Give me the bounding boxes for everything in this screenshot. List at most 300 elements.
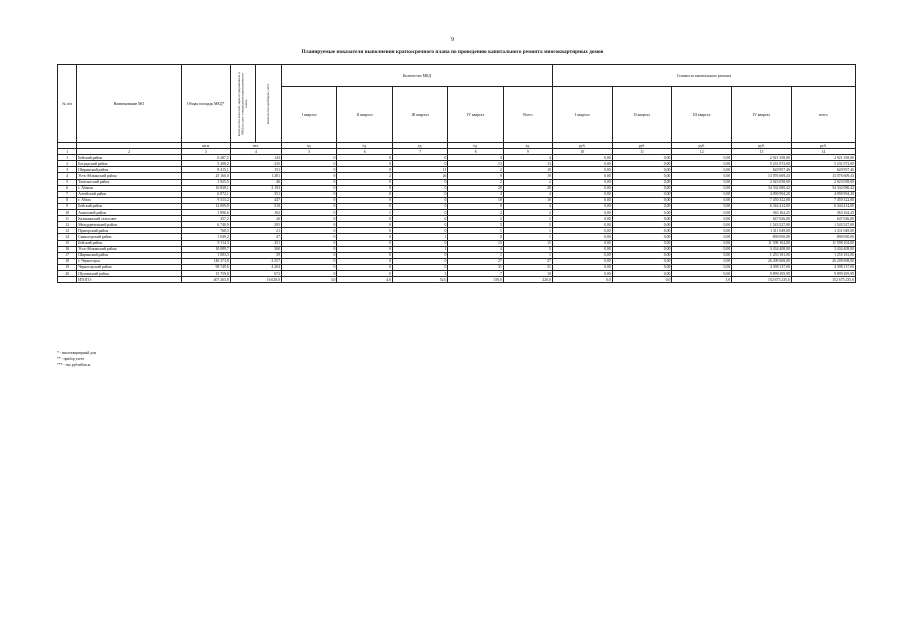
table-cell: 6 287,5: [181, 155, 230, 161]
table-cell: 0: [392, 155, 447, 161]
table-cell: 1: [392, 246, 447, 252]
table-cell: 0,00: [612, 179, 672, 185]
table-cell: 14: [791, 149, 855, 155]
table-cell: 0,00: [612, 270, 672, 276]
table-cell: 11 598 104,00: [791, 240, 855, 246]
table-cell: 0: [392, 240, 447, 246]
table-cell: 1: [448, 216, 503, 222]
table-cell: 647 026,00: [732, 216, 792, 222]
table-cell: 5 231 072,00: [791, 161, 855, 167]
table-cell: 1: [503, 228, 552, 234]
table-cell: 0,00: [612, 210, 672, 216]
table-cell: 0: [337, 167, 392, 173]
table-cell: Калининский сельсовет: [77, 216, 182, 222]
table-cell: 0,00: [552, 210, 612, 216]
table-cell: 0: [337, 216, 392, 222]
table-cell: 9 899 295,99: [732, 270, 792, 276]
table-cell: 0: [448, 234, 503, 240]
table-cell: 9 114,3: [181, 240, 230, 246]
table-cell: 0,00: [672, 258, 732, 264]
table-cell: 16 828,1: [181, 185, 230, 191]
table-cell: 0: [281, 185, 336, 191]
table-cell: 0: [392, 264, 447, 270]
table-cell: Усть-Абаканский район: [77, 246, 182, 252]
table-cell: 28: [503, 185, 552, 191]
table-cell: 52,0: [392, 277, 447, 283]
table-cell: 0,00: [612, 216, 672, 222]
table-cell: 0,00: [612, 155, 672, 161]
table-cell: 0,00: [552, 264, 612, 270]
table-cell: 620 957,46: [791, 167, 855, 173]
table-cell: [58, 277, 77, 283]
table-cell: 39: [230, 252, 281, 258]
table-cell: 5: [503, 246, 552, 252]
header-group-mkd: Количество МКД: [281, 65, 552, 87]
table-cell: 34 332 080,42: [791, 185, 855, 191]
table-cell: 0: [281, 252, 336, 258]
table-cell: 0,00: [672, 161, 732, 167]
table-cell: 46: [230, 179, 281, 185]
page-number: 9: [451, 37, 454, 43]
table-cell: 5 208,2: [181, 161, 230, 167]
table-cell: 10: [448, 197, 503, 203]
table-cell: Черногорский район: [77, 264, 182, 270]
table-cell: 3 434 408,00: [732, 246, 792, 252]
table-cell: 620 957,46: [732, 167, 792, 173]
table-cell: 0,0: [612, 277, 672, 283]
table-cell: 0: [281, 264, 336, 270]
table-cell: 47: [230, 234, 281, 240]
table-cell: 1 896,6: [181, 210, 230, 216]
table-cell: 0,00: [552, 234, 612, 240]
header-group-cost: Стоимость капитального ремонта: [552, 65, 855, 87]
table-cell: 146 373,8: [181, 258, 230, 264]
table-cell: 0: [392, 210, 447, 216]
table-cell: 0,00: [552, 252, 612, 258]
table-cell: 13: [732, 149, 792, 155]
table-cell: 2: [448, 210, 503, 216]
table-cell: 4 398 137,00: [791, 264, 855, 270]
table-cell: 0,00: [672, 252, 732, 258]
table-cell: 0,00: [672, 222, 732, 228]
table-cell: 10: [503, 167, 552, 173]
table-cell: 1: [448, 252, 503, 258]
table-cell: 13: [448, 161, 503, 167]
table-cell: 0,00: [612, 185, 672, 191]
table-cell: 20: [58, 270, 77, 276]
table-cell: ед.: [448, 143, 503, 149]
table-cell: 0,00: [672, 173, 732, 179]
table-cell: ед.: [392, 143, 447, 149]
table-cell: 4: [503, 191, 552, 197]
table-cell: 0,00: [612, 246, 672, 252]
table-cell: 1: [392, 234, 447, 240]
table-cell: 0,00: [552, 161, 612, 167]
table-cell: 1,0: [672, 277, 732, 283]
table-cell: 12: [672, 149, 732, 155]
table-cell: 0,00: [612, 173, 672, 179]
table-cell: 18: [58, 258, 77, 264]
table-cell: 26 209 608,00: [791, 258, 855, 264]
table-cell: 26 209 608,00: [732, 258, 792, 264]
table-cell: 1: [337, 210, 392, 216]
table-cell: 4: [503, 155, 552, 161]
table-cell: 0,00: [672, 246, 732, 252]
table-cell: 0: [337, 240, 392, 246]
table-cell: 0,00: [612, 167, 672, 173]
header-area: Общая площадь МКД*: [181, 65, 230, 143]
table-cell: Ширинский район: [77, 167, 182, 173]
table-cell: 1 083,3: [181, 252, 230, 258]
table-cell: 2: [448, 179, 503, 185]
table-cell: 1: [58, 155, 77, 161]
table-cell: 27: [448, 258, 503, 264]
table-cell: 5: [58, 179, 77, 185]
table-cell: 151: [230, 167, 281, 173]
table-cell: 0: [337, 270, 392, 276]
table-cell: 12: [58, 222, 77, 228]
table-cell: 0,0: [552, 277, 612, 283]
table-cell: 0,00: [612, 240, 672, 246]
table-cell: 357,2: [181, 216, 230, 222]
table-cell: Междуреченский район: [77, 222, 182, 228]
table-cell: чел.: [230, 143, 281, 149]
table-cell: 8 415,1: [181, 167, 230, 173]
table-cell: 0: [281, 270, 336, 276]
table-cell: 6 344 414,00: [791, 203, 855, 209]
table-cell: 0: [281, 161, 336, 167]
table-cell: 5: [281, 149, 336, 155]
table-cell: 0,00: [552, 179, 612, 185]
footnote: *** - тыс.рублей/кв.м.: [57, 363, 91, 367]
table-cell: 0: [392, 179, 447, 185]
table-cell: 0: [337, 222, 392, 228]
table-cell: 4: [58, 173, 77, 179]
table-cell: 0,00: [552, 155, 612, 161]
table-cell: 15 759,8: [181, 270, 230, 276]
table-cell: 11: [392, 167, 447, 173]
table-cell: 9: [58, 203, 77, 209]
table-cell: руб.: [552, 143, 612, 149]
table-cell: 0: [337, 203, 392, 209]
table-cell: 3 434 408,00: [791, 246, 855, 252]
table-cell: 7 450 322,80: [732, 197, 792, 203]
table-cell: 0,00: [672, 228, 732, 234]
table-cell: 10: [503, 197, 552, 203]
table-cell: 14: [58, 234, 77, 240]
table-cell: 0,00: [612, 234, 672, 240]
table-cell: 16 028,0: [230, 277, 281, 283]
table-cell: 0,00: [552, 240, 612, 246]
table-cell: 9: [503, 149, 552, 155]
table-cell: 19: [503, 173, 552, 179]
table-cell: 0,00: [612, 264, 672, 270]
table-cell: ИТОГО:: [77, 277, 182, 283]
table-cell: 152 675 235,6: [791, 277, 855, 283]
table-cell: 9 313,2: [181, 197, 230, 203]
header-name: Наименование МО: [77, 65, 182, 143]
table-cell: 220,0: [503, 277, 552, 283]
header-residents-text: Количество жителей, зарегистрированных в МКД на дату утверждения краткосрочного плана: [236, 71, 248, 136]
table-cell: 1: [503, 216, 552, 222]
table-cell: 0,00: [552, 228, 612, 234]
table-cell: Аскизский район: [77, 210, 182, 216]
table-cell: 4 398 137,00: [732, 264, 792, 270]
table-cell: 768,5: [181, 228, 230, 234]
table-cell: 0,00: [672, 234, 732, 240]
table-cell: 0: [281, 203, 336, 209]
table-cell: 4: [230, 149, 281, 155]
table-cell: 17: [58, 252, 77, 258]
table-cell: Алтайский район: [77, 191, 182, 197]
table-cell: 0: [392, 191, 447, 197]
table-cell: 0: [281, 179, 336, 185]
table-cell: 0,00: [552, 173, 612, 179]
table-cell: 235: [230, 161, 281, 167]
header-cost-q3: III квартал: [672, 87, 732, 143]
table-cell: 890 050,00: [791, 234, 855, 240]
table-cell: 34 332 080,42: [732, 185, 792, 191]
table-cell: 4: [448, 191, 503, 197]
table-cell: 13: [503, 161, 552, 167]
table-cell: 1 255 181,00: [732, 252, 792, 258]
table-cell: Боградский район: [77, 161, 182, 167]
table-cell: 7: [58, 191, 77, 197]
header-row-groups: [58, 65, 856, 87]
table-cell: 7 450 322,80: [791, 197, 855, 203]
table-cell: 0,00: [672, 197, 732, 203]
table-cell: 0: [392, 216, 447, 222]
table-cell: Бейский район: [77, 155, 182, 161]
table-cell: 0: [392, 185, 447, 191]
table-cell: 98 749,6: [181, 264, 230, 270]
table-cell: 25 160,0: [181, 173, 230, 179]
table-cell: 1 543 527,00: [791, 222, 855, 228]
table-cell: 8: [58, 197, 77, 203]
table-cell: 0,00: [552, 167, 612, 173]
table-cell: 2 023 058,00: [791, 179, 855, 185]
table-cell: 6 872,1: [181, 191, 230, 197]
table-cell: 15: [503, 240, 552, 246]
document-title: Планируемые показатели выполнения краткосрочного плана по проведению капитального ремонта многоквартирных домов: [301, 49, 604, 55]
table-cell: 0: [281, 191, 336, 197]
table-cell: 0,00: [612, 191, 672, 197]
table-cell: 0: [337, 228, 392, 234]
table-cell: 360: [230, 246, 281, 252]
table-cell: 2: [58, 161, 77, 167]
table-cell: 11 598 104,00: [732, 240, 792, 246]
table-cell: Пригорский район: [77, 228, 182, 234]
plan-table: [57, 64, 856, 283]
table-cell: 1 281: [230, 173, 281, 179]
table-cell: 0: [281, 246, 336, 252]
table-cell: 0,00: [612, 228, 672, 234]
table-cell: 2: [503, 210, 552, 216]
table-cell: 10: [58, 210, 77, 216]
table-cell: 0,00: [672, 203, 732, 209]
table-cell: 3: [181, 149, 230, 155]
header-q1: I квартал: [281, 87, 336, 143]
table-cell: 0: [448, 203, 503, 209]
table-cell: 2 921 358,00: [791, 155, 855, 161]
table-cell: 0,00: [612, 252, 672, 258]
table-cell: 27: [503, 258, 552, 264]
table-cell: 0,00: [672, 179, 732, 185]
table-cell: 3,0: [281, 277, 336, 283]
footnote: ** - прибор учета: [57, 357, 84, 361]
table-cell: 0,00: [672, 270, 732, 276]
header-cost-total: всего: [791, 87, 855, 143]
table-cell: 11: [58, 216, 77, 222]
table-cell: 0: [281, 210, 336, 216]
table-cell: 0: [392, 222, 447, 228]
table-cell: 0,00: [552, 222, 612, 228]
table-cell: 0,00: [672, 185, 732, 191]
table-cell: 2: [77, 149, 182, 155]
table-cell: 9: [448, 173, 503, 179]
table-cell: 4 090 994,20: [791, 191, 855, 197]
table-cell: 0: [337, 252, 392, 258]
table-cell: 13 076 609,43: [791, 173, 855, 179]
header-cost-q4: IV квартал: [732, 87, 792, 143]
table-cell: 0: [281, 173, 336, 179]
table-cell: 1: [448, 228, 503, 234]
table-cell: 0,00: [672, 210, 732, 216]
table-cell: Усть-Абаканский район: [77, 173, 182, 179]
header-q2: II квартал: [337, 87, 392, 143]
table-cell: 13 076 609,43: [732, 173, 792, 179]
table-cell: 6: [58, 185, 77, 191]
table-cell: 0: [392, 228, 447, 234]
table-cell: руб.: [672, 143, 732, 149]
table-cell: 162: [230, 210, 281, 216]
table-cell: 363 162,25: [791, 210, 855, 216]
table-cell: 4,0: [337, 277, 392, 283]
table-cell: 0: [281, 216, 336, 222]
table-cell: 3: [58, 167, 77, 173]
table-cell: 0,00: [552, 270, 612, 276]
table-cell: 4: [503, 203, 552, 209]
table-cell: г. Абаза: [77, 197, 182, 203]
table-cell: 1: [58, 149, 77, 155]
table-cell: 0,00: [672, 167, 732, 173]
header-residents: [230, 65, 256, 143]
table-cell: 0: [281, 167, 336, 173]
table-cell: 28: [448, 185, 503, 191]
table-cell: 0: [392, 252, 447, 258]
table-cell: 31: [503, 264, 552, 270]
table-cell: 0,00: [672, 155, 732, 161]
table-cell: 11: [612, 149, 672, 155]
table-cell: 4 204: [230, 264, 281, 270]
table-cell: 1 255 181,00: [791, 252, 855, 258]
table-cell: 0: [337, 246, 392, 252]
table-cell: 6 344 414,00: [732, 203, 792, 209]
table-cell: Шушенский район: [77, 270, 182, 276]
table-cell: 447: [230, 197, 281, 203]
table-cell: 13: [58, 228, 77, 234]
table-cell: руб.: [732, 143, 792, 149]
table-cell: 0: [281, 240, 336, 246]
table-cell: руб.: [791, 143, 855, 149]
table-cell: 407 263,8: [181, 277, 230, 283]
table-cell: 0,00: [612, 203, 672, 209]
table-cell: 0,00: [552, 258, 612, 264]
table-cell: 0,00: [552, 216, 612, 222]
table-cell: г. Абакан: [77, 185, 182, 191]
table-cell: 1 311 049,00: [732, 228, 792, 234]
table-cell: 143: [230, 155, 281, 161]
table-cell: 10 089,7: [181, 246, 230, 252]
header-q3: III квартал: [392, 87, 447, 143]
table-cell: 0: [337, 185, 392, 191]
table-cell: 0: [281, 155, 336, 161]
table-cell: 0: [337, 155, 392, 161]
table-cell: 251: [230, 240, 281, 246]
table-cell: 0,00: [672, 240, 732, 246]
table-cell: 1 543 527,00: [732, 222, 792, 228]
table-cell: Ширинский район: [77, 252, 182, 258]
table-cell: 4: [448, 246, 503, 252]
table-cell: 26: [392, 173, 447, 179]
table-cell: 0: [337, 234, 392, 240]
table-cell: 0,00: [552, 197, 612, 203]
table-cell: 672: [230, 270, 281, 276]
table-cell: 9 899 295,99: [791, 270, 855, 276]
table-cell: 351: [230, 191, 281, 197]
table-cell: 6: [337, 149, 392, 155]
table-cell: 16: [58, 246, 77, 252]
header-total: Всего: [503, 87, 552, 143]
table-cell: 7: [448, 270, 503, 276]
table-cell: 0,00: [612, 222, 672, 228]
table-cell: 10: [552, 149, 612, 155]
table-cell: 1: [503, 234, 552, 240]
footnote: * - многоквартирный дом: [57, 351, 96, 355]
table-cell: 152 675 235,6: [732, 277, 792, 283]
table-cell: 0: [281, 197, 336, 203]
table-cell: Таштыпский район: [77, 179, 182, 185]
table-cell: 1 311 049,00: [791, 228, 855, 234]
table-cell: 2 257: [230, 258, 281, 264]
table-cell: ед.: [503, 143, 552, 149]
table-cell: 0,00: [672, 216, 732, 222]
table-cell: 1: [503, 252, 552, 258]
header-num: № п/п: [58, 65, 77, 143]
table-cell: Бейский район: [77, 240, 182, 246]
table-cell: 2: [503, 179, 552, 185]
footnotes: [57, 350, 96, 368]
table-cell: 295: [230, 222, 281, 228]
table-cell: 0: [392, 258, 447, 264]
table-cell: г. Черногорск: [77, 258, 182, 264]
table-cell: 4: [448, 155, 503, 161]
table-cell: 0,00: [552, 185, 612, 191]
table-cell: 26: [230, 216, 281, 222]
header-meters-text: Количество приборов учета: [265, 83, 270, 124]
table-cell: 0: [281, 258, 336, 264]
table-cell: 0: [337, 161, 392, 167]
table-cell: 0: [281, 228, 336, 234]
table-cell: 0,00: [672, 191, 732, 197]
table-cell: ед.: [337, 143, 392, 149]
table-cell: кв.м: [181, 143, 230, 149]
table-cell: 2: [448, 167, 503, 173]
table-cell: 10: [503, 270, 552, 276]
table-cell: руб.: [612, 143, 672, 149]
table-cell: Бейский район: [77, 203, 182, 209]
table-cell: 0,00: [552, 203, 612, 209]
